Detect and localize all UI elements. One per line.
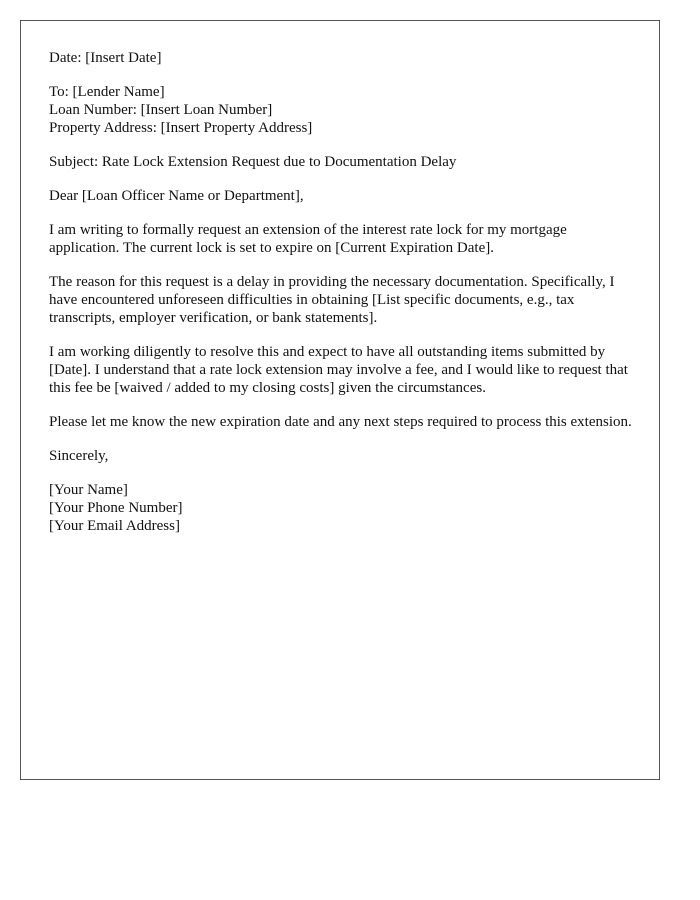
date-block [49,49,639,67]
letter-page [20,20,660,780]
property-address-line: Property Address: [Insert Property Address] [49,120,313,136]
date-line: Date: [Insert Date] [49,50,162,66]
signature-phone: [Your Phone Number] [49,500,183,516]
letter-body [49,49,639,551]
subject-line: Subject: Rate Lock Extension Request due to Documentation Delay [49,154,457,170]
salutation-block [49,187,639,205]
paragraph-reason: The reason for this request is a delay in providing the necessary documentation. Specifically, I have encountered unforeseen difficulties in obtaining [List specific documents, e.g., tax transcripts, employer verification, or bank statements]. [49,274,615,326]
signature-name: [Your Name] [49,482,128,498]
to-line: To: [Lender Name] [49,84,165,100]
recipient-block [49,83,639,137]
subject-block [49,153,639,171]
closing-block [49,447,639,465]
paragraph-intro: I am writing to formally request an extension of the interest rate lock for my mortgage application. The current lock is set to expire on [Current Expiration Date]. [49,222,567,256]
paragraph-request: Please let me know the new expiration date and any next steps required to process this extension. [49,414,632,430]
signature-block [49,481,639,535]
signature-email: [Your Email Address] [49,518,180,534]
salutation: Dear [Loan Officer Name or Department], [49,188,304,204]
closing: Sincerely, [49,448,109,464]
loan-number-line: Loan Number: [Insert Loan Number] [49,102,273,118]
paragraph-resolution: I am working diligently to resolve this and expect to have all outstanding items submitted by [Date]. I understand that a rate lock extension may involve a fee, and I would like to request that this fee be [waived / added to my closing costs] given the circumstances. [49,344,628,396]
